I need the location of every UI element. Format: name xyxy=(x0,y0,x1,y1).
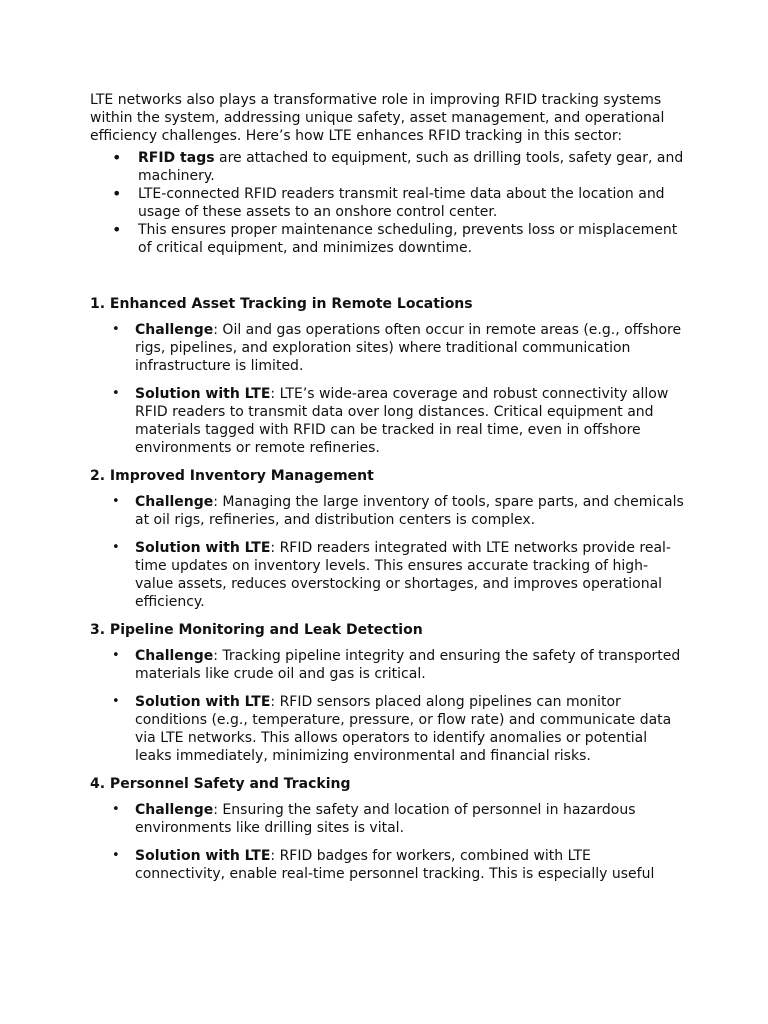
section-heading: 2. Improved Inventory Management xyxy=(90,468,374,484)
challenge-item xyxy=(90,801,684,837)
solution-label: Solution with LTE xyxy=(135,540,271,556)
solution-text: : LTE’s wide-area coverage and robust connectivity allow RFID readers to transmit data over long distances. Critical equipment and materials tagged with RFID can be tracked in real time, even in offshore environments or remote refineries. xyxy=(135,386,669,456)
intro-paragraph: LTE networks also plays a transformative role in improving RFID tracking systems within the system, addressing unique safety, asset management, and operational efficiency challenges. Here’s how LTE enhances RFID tracking in this sector: xyxy=(90,92,665,144)
bullet-text: This ensures proper maintenance scheduling, prevents loss or misplacement of critical equipment, and minimizes downtime. xyxy=(138,222,678,256)
intro-bullet-list xyxy=(90,149,684,257)
solution-item xyxy=(90,539,684,611)
section-heading: 4. Personnel Safety and Tracking xyxy=(90,776,351,792)
challenge-label: Challenge xyxy=(135,802,214,818)
section-bullet-list xyxy=(90,801,684,883)
solution-text: : RFID readers integrated with LTE networks provide real-time updates on inventory levels. This ensures accurate tracking of high-value assets, reduces overstocking or shortages, and improves operational efficiency. xyxy=(135,540,671,610)
challenge-item xyxy=(90,647,684,683)
solution-label: Solution with LTE xyxy=(135,694,271,710)
section-pipeline-monitoring xyxy=(90,621,684,765)
intro-bullet-item xyxy=(90,185,684,221)
section-bullet-list xyxy=(90,647,684,765)
solution-label: Solution with LTE xyxy=(135,386,271,402)
challenge-item xyxy=(90,321,684,375)
bullet-text: LTE-connected RFID readers transmit real-time data about the location and usage of these assets to an onshore control center. xyxy=(138,186,665,220)
challenge-text: : Managing the large inventory of tools, spare parts, and chemicals at oil rigs, refineries, and distribution centers is complex. xyxy=(135,494,684,528)
section-bullet-list xyxy=(90,321,684,457)
challenge-label: Challenge xyxy=(135,648,214,664)
section-bullet-list xyxy=(90,493,684,611)
intro-bullet-item xyxy=(90,221,684,257)
challenge-label: Challenge xyxy=(135,322,214,338)
solution-item xyxy=(90,693,684,765)
section-heading: 1. Enhanced Asset Tracking in Remote Locations xyxy=(90,296,473,312)
challenge-text: : Oil and gas operations often occur in remote areas (e.g., offshore rigs, pipelines, and exploration sites) where traditional communication infrastructure is limited. xyxy=(135,322,682,374)
section-personnel-safety xyxy=(90,775,684,883)
solution-item xyxy=(90,385,684,457)
solution-text: : RFID sensors placed along pipelines can monitor conditions (e.g., temperature, pressure, or flow rate) and communicate data via LTE networks. This allows operators to identify anomalies or potential leaks immediately, minimizing environmental and financial risks. xyxy=(135,694,672,764)
sections-container xyxy=(90,295,684,883)
solution-label: Solution with LTE xyxy=(135,848,271,864)
solution-item xyxy=(90,847,684,883)
challenge-text: : Ensuring the safety and location of personnel in hazardous environments like drilling sites is vital. xyxy=(135,802,636,836)
challenge-item xyxy=(90,493,684,529)
bullet-bold-term: RFID tags xyxy=(138,150,215,166)
challenge-text: : Tracking pipeline integrity and ensuring the safety of transported materials like crude oil and gas is critical. xyxy=(135,648,681,682)
section-heading: 3. Pipeline Monitoring and Leak Detection xyxy=(90,622,423,638)
bullet-text: are attached to equipment, such as drilling tools, safety gear, and machinery. xyxy=(138,150,684,184)
challenge-label: Challenge xyxy=(135,494,214,510)
document-content xyxy=(90,91,684,883)
section-asset-tracking xyxy=(90,295,684,457)
intro-bullet-item xyxy=(90,149,684,185)
solution-text: : RFID badges for workers, combined with LTE connectivity, enable real-time personnel tracking. This is especially useful xyxy=(135,848,655,882)
section-inventory-management xyxy=(90,467,684,611)
